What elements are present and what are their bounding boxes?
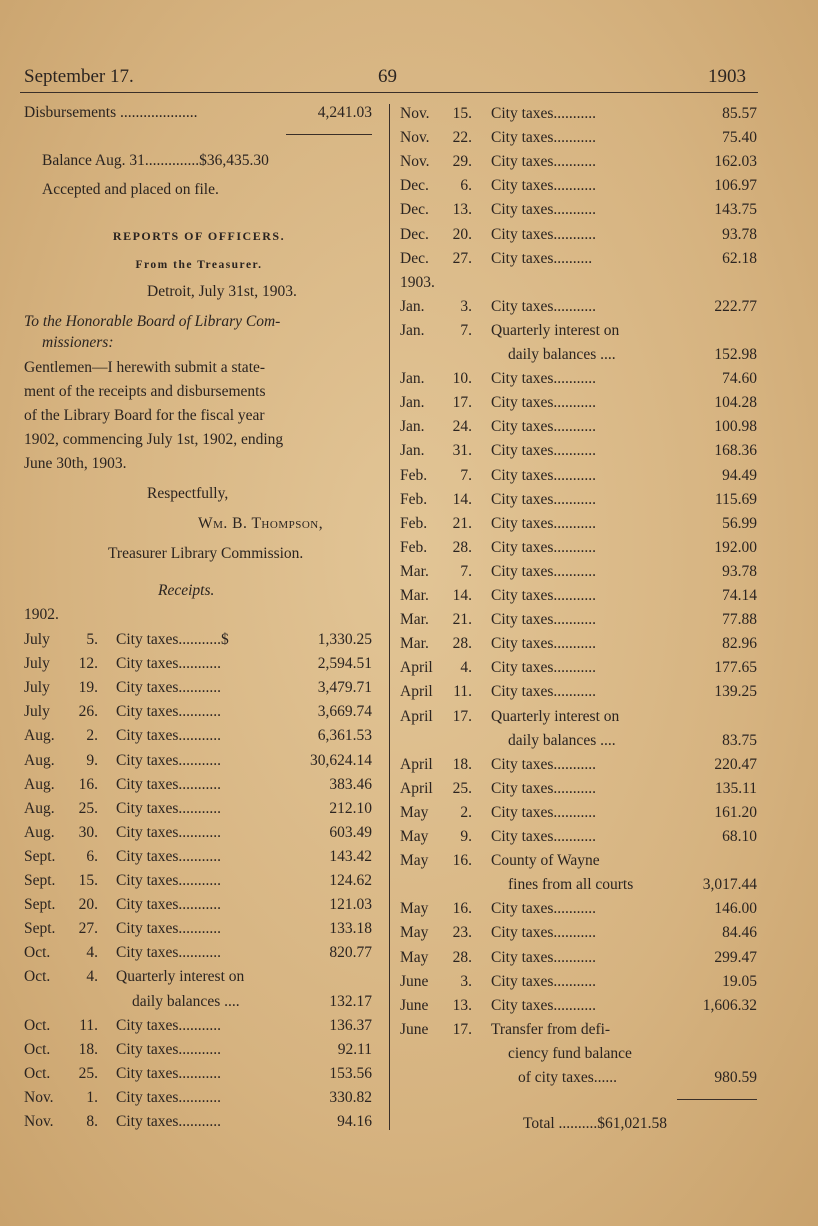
disbursements-label: Disbursements .................... bbox=[24, 104, 198, 121]
row-description: City taxes........... bbox=[491, 297, 597, 315]
row-description: City taxes........... bbox=[491, 924, 597, 942]
row-day: 4. bbox=[86, 968, 98, 986]
signer-title: Treasurer Library Commission. bbox=[108, 545, 304, 562]
body-line-3: of the Library Board for the fiscal year bbox=[24, 407, 265, 424]
row-day: 7. bbox=[460, 466, 472, 484]
row-amount: 77.88 bbox=[722, 611, 757, 629]
row-day: 17. bbox=[452, 707, 472, 725]
row-month: April bbox=[400, 659, 433, 677]
disbursements-value: 4,241.03 bbox=[317, 104, 372, 121]
row-month: Feb. bbox=[400, 538, 428, 556]
row-month: May bbox=[400, 948, 429, 966]
row-amount: 3,017.44 bbox=[702, 876, 757, 894]
row-amount: 820.77 bbox=[329, 944, 372, 962]
row-amount: 132.17 bbox=[329, 992, 372, 1010]
row-description: City taxes........... bbox=[491, 635, 597, 653]
row-month: Aug. bbox=[24, 799, 55, 817]
row-amount: 133.18 bbox=[329, 920, 372, 938]
row-day: 5. bbox=[86, 631, 98, 648]
row-month: Nov. bbox=[400, 153, 430, 171]
row-month: Jan. bbox=[400, 418, 425, 436]
row-description: City taxes........... bbox=[491, 538, 597, 556]
from-heading: From the Treasurer. bbox=[135, 259, 263, 271]
row-day: 11. bbox=[79, 1016, 98, 1034]
row-amount: 115.69 bbox=[714, 490, 757, 508]
row-day: 2. bbox=[86, 727, 98, 745]
row-month: April bbox=[400, 779, 433, 797]
row-amount: 168.36 bbox=[714, 442, 757, 460]
row-amount: 135.11 bbox=[714, 779, 757, 797]
row-amount: 83.75 bbox=[722, 731, 757, 749]
row-day: 23. bbox=[452, 924, 472, 942]
row-month: Jan. bbox=[400, 297, 425, 315]
row-amount: 1,606.32 bbox=[702, 996, 757, 1014]
row-amount: 19.05 bbox=[722, 972, 757, 990]
row-day: 28. bbox=[452, 948, 472, 966]
row-day: 2. bbox=[460, 803, 472, 821]
row-day: 3. bbox=[460, 972, 472, 990]
row-amount: 222.77 bbox=[714, 297, 757, 315]
row-amount: 192.00 bbox=[714, 538, 757, 556]
row-month: Nov. bbox=[400, 105, 430, 122]
row-description: City taxes........... bbox=[116, 751, 222, 769]
row-description: City taxes........... bbox=[116, 944, 222, 962]
row-day: 30. bbox=[78, 823, 98, 841]
row-amount: 162.03 bbox=[714, 153, 757, 171]
row-day: 12. bbox=[78, 655, 98, 673]
accepted-line: Accepted and placed on file. bbox=[42, 181, 219, 198]
row-amount: 143.75 bbox=[714, 201, 757, 219]
row-day: 10. bbox=[452, 370, 472, 388]
row-month: Jan. bbox=[400, 442, 425, 460]
row-day: 16. bbox=[78, 775, 98, 793]
row-description: Quarterly interest on bbox=[116, 968, 245, 986]
row-description: City taxes........... bbox=[116, 1016, 222, 1034]
row-day: 28. bbox=[452, 538, 472, 556]
row-description: City taxes........... bbox=[116, 679, 222, 697]
row-month: Feb. bbox=[400, 490, 428, 508]
row-description: City taxes........... bbox=[491, 948, 597, 966]
reports-heading: REPORTS OF OFFICERS. bbox=[112, 229, 286, 243]
row-month: April bbox=[400, 683, 433, 701]
row-month: Oct. bbox=[24, 968, 51, 986]
total-line: Total ..........$61,021.58 bbox=[523, 1115, 668, 1132]
row-description: County of Wayne bbox=[491, 852, 600, 870]
row-day: 20. bbox=[78, 896, 98, 914]
row-description: City taxes........... bbox=[491, 418, 597, 436]
row-description: City taxes........... bbox=[491, 201, 597, 219]
row-description: City taxes........... bbox=[116, 823, 222, 841]
row-amount: 177.65 bbox=[714, 659, 757, 677]
row-day: 9. bbox=[460, 828, 472, 845]
row-amount: 161.20 bbox=[714, 803, 757, 821]
row-day: 28. bbox=[452, 635, 472, 653]
row-month: Aug. bbox=[24, 751, 55, 769]
row-amount: 136.37 bbox=[329, 1016, 372, 1034]
row-description: daily balances .... bbox=[508, 731, 616, 749]
row-amount: 100.98 bbox=[714, 418, 757, 436]
row-description: Quarterly interest on bbox=[491, 707, 620, 725]
row-day: 6. bbox=[460, 177, 472, 195]
row-description: ciency fund balance bbox=[508, 1044, 632, 1062]
row-description: City taxes........... bbox=[116, 1040, 222, 1058]
row-month: Sept. bbox=[24, 847, 56, 865]
row-description: City taxes........... bbox=[116, 920, 222, 938]
receipts-heading: Receipts. bbox=[158, 582, 215, 599]
row-amount: 3,479.71 bbox=[317, 679, 372, 697]
row-day: 31. bbox=[452, 442, 472, 460]
row-description: City taxes........... bbox=[491, 611, 597, 629]
row-description: City taxes........... bbox=[491, 129, 597, 147]
row-day: 27. bbox=[452, 249, 472, 267]
row-description: City taxes........... bbox=[491, 587, 597, 604]
row-amount: 74.14 bbox=[722, 587, 757, 604]
row-day: 26. bbox=[78, 703, 98, 721]
row-description: City taxes........... bbox=[491, 177, 597, 195]
row-description: Quarterly interest on bbox=[491, 321, 620, 339]
row-day: 21. bbox=[452, 514, 472, 532]
row-day: 13. bbox=[452, 996, 472, 1014]
row-amount: 85.57 bbox=[722, 105, 757, 122]
row-day: 8. bbox=[86, 1113, 98, 1130]
row-description: City taxes........... bbox=[116, 896, 222, 914]
row-day: 16. bbox=[452, 900, 472, 918]
row-month: June bbox=[400, 996, 429, 1014]
row-description: City taxes...........$ bbox=[116, 631, 229, 648]
row-month: May bbox=[400, 803, 429, 821]
row-month: April bbox=[400, 755, 433, 773]
row-day: 13. bbox=[452, 201, 472, 219]
row-day: 15. bbox=[78, 872, 98, 889]
row-month: Jan. bbox=[400, 394, 425, 412]
row-description: City taxes........... bbox=[116, 727, 222, 745]
year-1902: 1902. bbox=[24, 606, 59, 623]
row-month: 1903. bbox=[400, 273, 435, 291]
row-amount: 106.97 bbox=[714, 177, 757, 195]
row-amount: 153.56 bbox=[329, 1064, 372, 1082]
row-description: City taxes........... bbox=[491, 370, 597, 388]
row-month: Nov. bbox=[400, 129, 430, 147]
row-day: 11. bbox=[453, 683, 472, 701]
row-day: 3. bbox=[460, 297, 472, 315]
row-month: Sept. bbox=[24, 872, 56, 889]
row-description: Transfer from defi- bbox=[491, 1020, 611, 1038]
row-amount: 74.60 bbox=[722, 370, 757, 388]
row-amount: 84.46 bbox=[722, 924, 757, 942]
row-amount: 94.16 bbox=[337, 1113, 372, 1130]
row-day: 16. bbox=[452, 852, 472, 870]
row-month: Nov. bbox=[24, 1113, 54, 1130]
row-month: Aug. bbox=[24, 775, 55, 793]
salutation-line-1: To the Honorable Board of Library Com- bbox=[24, 313, 281, 330]
body-line-1: Gentlemen—I herewith submit a state- bbox=[24, 359, 266, 376]
row-day: 27. bbox=[78, 920, 98, 938]
row-amount: 68.10 bbox=[722, 828, 757, 845]
row-description: City taxes........... bbox=[491, 755, 597, 773]
row-amount: 82.96 bbox=[722, 635, 757, 653]
row-day: 18. bbox=[78, 1040, 98, 1058]
row-amount: 104.28 bbox=[714, 394, 757, 412]
row-month: Jan. bbox=[400, 370, 425, 388]
row-description: City taxes........... bbox=[491, 659, 597, 677]
row-amount: 383.46 bbox=[329, 775, 372, 793]
total-rule bbox=[677, 1099, 757, 1100]
row-description: City taxes........... bbox=[116, 775, 222, 793]
row-description: City taxes........... bbox=[491, 466, 597, 484]
row-description: City taxes........... bbox=[491, 779, 597, 797]
row-amount: 1,330.25 bbox=[317, 631, 372, 648]
row-month: June bbox=[400, 1020, 429, 1038]
header-year: 1903 bbox=[708, 66, 746, 87]
row-description: City taxes........... bbox=[491, 153, 597, 171]
row-day: 15. bbox=[452, 105, 472, 122]
row-description: City taxes........... bbox=[116, 1088, 222, 1106]
row-description: City taxes........... bbox=[491, 972, 597, 990]
row-amount: 30,624.14 bbox=[310, 751, 372, 769]
row-day: 4. bbox=[460, 659, 472, 677]
signer-name: Wm. B. Thompson, bbox=[198, 515, 324, 532]
row-day: 14. bbox=[452, 490, 472, 508]
row-day: 25. bbox=[78, 1064, 98, 1082]
row-description: City taxes........... bbox=[116, 1113, 222, 1130]
row-description: fines from all courts bbox=[508, 876, 634, 894]
row-month: Aug. bbox=[24, 727, 55, 745]
row-month: Sept. bbox=[24, 920, 56, 938]
row-description: City taxes........... bbox=[491, 442, 597, 460]
row-month: Mar. bbox=[400, 611, 429, 629]
row-day: 24. bbox=[452, 418, 472, 436]
row-month: Nov. bbox=[24, 1088, 54, 1106]
row-day: 20. bbox=[452, 225, 472, 243]
row-month: July bbox=[24, 655, 50, 673]
row-description: daily balances .... bbox=[508, 346, 616, 363]
row-day: 14. bbox=[452, 587, 472, 604]
row-day: 29. bbox=[452, 153, 472, 171]
row-day: 7. bbox=[460, 321, 472, 339]
row-day: 21. bbox=[452, 611, 472, 629]
row-description: of city taxes...... bbox=[518, 1069, 618, 1086]
row-amount: 143.42 bbox=[329, 847, 372, 865]
row-amount: 6,361.53 bbox=[317, 727, 372, 745]
row-amount: 93.78 bbox=[722, 225, 757, 243]
row-day: 17. bbox=[452, 394, 472, 412]
row-description: City taxes........... bbox=[116, 655, 222, 673]
row-amount: 139.25 bbox=[714, 683, 757, 701]
row-month: May bbox=[400, 924, 429, 942]
row-day: 22. bbox=[452, 129, 472, 147]
row-amount: 330.82 bbox=[329, 1088, 372, 1106]
row-month: Oct. bbox=[24, 1040, 51, 1058]
row-description: City taxes........... bbox=[491, 394, 597, 412]
row-month: Dec. bbox=[400, 225, 429, 243]
row-day: 18. bbox=[452, 755, 472, 773]
row-month: Oct. bbox=[24, 1064, 51, 1082]
row-month: Dec. bbox=[400, 177, 429, 195]
row-description: City taxes........... bbox=[491, 105, 597, 122]
row-description: City taxes........... bbox=[116, 799, 222, 817]
body-line-5: June 30th, 1903. bbox=[24, 455, 127, 472]
row-month: Feb. bbox=[400, 466, 428, 484]
row-amount: 146.00 bbox=[714, 900, 757, 918]
row-amount: 152.98 bbox=[714, 346, 757, 363]
row-day: 19. bbox=[78, 679, 98, 697]
row-description: City taxes........... bbox=[491, 828, 597, 845]
row-day: 4. bbox=[86, 944, 98, 962]
header-rule bbox=[20, 92, 758, 93]
row-amount: 212.10 bbox=[329, 799, 372, 817]
row-description: City taxes........... bbox=[491, 683, 597, 701]
row-description: City taxes........... bbox=[116, 1064, 222, 1082]
row-month: July bbox=[24, 631, 50, 648]
balance-line: Balance Aug. 31..............$36,435.30 bbox=[42, 152, 269, 169]
row-description: City taxes........... bbox=[491, 803, 597, 821]
row-description: City taxes........... bbox=[491, 900, 597, 918]
row-month: July bbox=[24, 703, 50, 721]
row-month: May bbox=[400, 900, 429, 918]
row-month: Mar. bbox=[400, 587, 429, 604]
row-amount: 980.59 bbox=[714, 1069, 757, 1086]
salutation-line-2: missioners: bbox=[42, 334, 114, 351]
header-date: September 17. bbox=[24, 66, 134, 87]
row-description: City taxes........... bbox=[491, 996, 597, 1014]
row-amount: 92.11 bbox=[337, 1040, 372, 1058]
row-month: Dec. bbox=[400, 249, 429, 267]
row-day: 25. bbox=[78, 799, 98, 817]
row-month: Oct. bbox=[24, 1016, 51, 1034]
row-amount: 124.62 bbox=[329, 872, 372, 889]
row-month: Aug. bbox=[24, 823, 55, 841]
row-amount: 2,594.51 bbox=[317, 655, 372, 673]
row-day: 6. bbox=[86, 847, 98, 865]
row-amount: 299.47 bbox=[714, 948, 757, 966]
row-amount: 75.40 bbox=[722, 129, 757, 147]
row-description: City taxes.......... bbox=[491, 249, 593, 267]
row-month: June bbox=[400, 972, 429, 990]
row-description: daily balances .... bbox=[132, 992, 240, 1010]
row-day: 7. bbox=[460, 562, 472, 580]
dateline: Detroit, July 31st, 1903. bbox=[147, 283, 297, 300]
row-description: City taxes........... bbox=[491, 562, 597, 580]
row-day: 17. bbox=[452, 1020, 472, 1038]
row-month: July bbox=[24, 679, 50, 697]
page-number: 69 bbox=[378, 66, 397, 87]
row-month: Sept. bbox=[24, 896, 56, 914]
row-day: 9. bbox=[86, 751, 98, 769]
body-line-2: ment of the receipts and disbursements bbox=[24, 383, 266, 400]
row-month: Jan. bbox=[400, 321, 425, 339]
row-month: May bbox=[400, 852, 429, 870]
row-amount: 93.78 bbox=[722, 562, 757, 580]
row-amount: 94.49 bbox=[722, 466, 757, 484]
column-divider bbox=[389, 104, 390, 1130]
row-amount: 56.99 bbox=[722, 514, 757, 532]
row-amount: 62.18 bbox=[722, 249, 757, 267]
row-month: Oct. bbox=[24, 944, 51, 962]
row-description: City taxes........... bbox=[491, 490, 597, 508]
row-month: April bbox=[400, 707, 433, 725]
body-line-4: 1902, commencing July 1st, 1902, ending bbox=[24, 431, 284, 448]
row-description: City taxes........... bbox=[116, 872, 222, 889]
row-amount: 220.47 bbox=[714, 755, 757, 773]
row-amount: 603.49 bbox=[329, 823, 372, 841]
row-month: Mar. bbox=[400, 635, 429, 653]
row-amount: 3,669.74 bbox=[317, 703, 372, 721]
row-month: Dec. bbox=[400, 201, 429, 219]
row-month: Mar. bbox=[400, 562, 429, 580]
row-day: 1. bbox=[86, 1088, 98, 1106]
row-description: City taxes........... bbox=[491, 514, 597, 532]
row-description: City taxes........... bbox=[116, 847, 222, 865]
row-month: Feb. bbox=[400, 514, 428, 532]
sum-rule bbox=[286, 134, 372, 135]
respectfully: Respectfully, bbox=[147, 485, 229, 502]
row-amount: 121.03 bbox=[329, 896, 372, 914]
row-day: 25. bbox=[452, 779, 472, 797]
row-month: May bbox=[400, 828, 429, 845]
row-description: City taxes........... bbox=[491, 225, 597, 243]
row-description: City taxes........... bbox=[116, 703, 222, 721]
